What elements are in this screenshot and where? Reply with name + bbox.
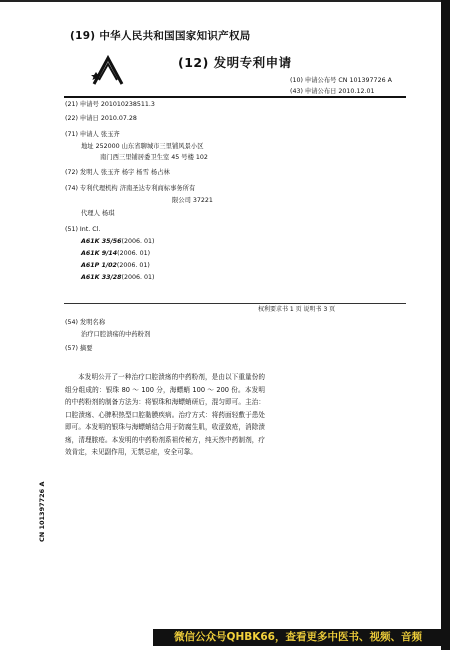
- publication-number: (10) 申请公布号 CN 101397726 A: [290, 77, 392, 84]
- ipc-version: (2006. 01): [121, 274, 155, 281]
- ipc-version: (2006. 01): [121, 238, 155, 245]
- ipc-row: [81, 261, 150, 271]
- application-date: (22) 申请日 2010.07.28: [65, 115, 137, 122]
- agent: 代理人 杨琪: [81, 210, 115, 217]
- wechat-banner: 微信公众号QHBK66，查看更多中医书、视频、音频: [153, 629, 443, 646]
- ipc-code: A61K 35/56: [81, 238, 122, 245]
- title-label: (54) 发明名称: [65, 319, 106, 326]
- inventors: (72) 发明人 张玉齐 杨宇 杨雪 杨占林: [65, 169, 170, 176]
- header-rule: [64, 96, 406, 98]
- agency-line-1: (74) 专利代理机构 济南圣达专利商标事务所有: [65, 185, 196, 192]
- ipc-version: (2006. 01): [117, 250, 151, 257]
- ipc-version: (2006. 01): [116, 262, 150, 269]
- agency-line-2: 限公司 37221: [172, 197, 213, 204]
- ipc-row: [81, 237, 155, 247]
- right-edge: [441, 0, 450, 650]
- abstract-text: [65, 371, 265, 459]
- ipc-code: A61K 33/28: [81, 274, 122, 281]
- side-publication-number: CN 101397726 A: [38, 481, 46, 542]
- int-cl-label: (51) Int. Cl.: [65, 226, 101, 233]
- ipc-code: A61K 9/14: [81, 250, 118, 257]
- applicant: (71) 申请人 张玉齐: [65, 131, 120, 138]
- abstract-label: (57) 摘要: [65, 345, 93, 352]
- ipc-row: [81, 249, 150, 259]
- authority-title: (19) 中华人民共和国国家知识产权局: [70, 30, 251, 42]
- page-counts: 权利要求书 1 页 说明书 3 页: [258, 306, 336, 313]
- address-line-2: 南门西三里铺居委卫生室 45 号楼 102: [100, 154, 208, 161]
- ipc-row: [81, 273, 155, 283]
- doc-type-title: (12) 发明专利申请: [178, 55, 292, 70]
- publication-date: (43) 申请公布日 2010.12.01: [290, 88, 375, 95]
- section-rule: [64, 303, 406, 304]
- top-edge: [0, 0, 450, 2]
- application-number: (21) 申请号 201010238511.3: [65, 101, 155, 108]
- invention-title: 治疗口腔溃疡的中药粉剂: [81, 331, 151, 338]
- sipo-logo-icon: [88, 54, 126, 92]
- ipc-code: A61P 1/02: [81, 262, 117, 269]
- address-line-1: 地址 252000 山东省聊城市三里铺风景小区: [81, 143, 204, 150]
- abstract-body: 本发明公开了一种治疗口腔溃疡的中药粉剂，是由以下重量份的组分组成的：银珠 80 ～ 100 分，海螵蛸 100 ～ 200 份。本发明的中药粉剂的制备方法为：将银珠和海螵蛸研后，混匀即可。主治：口腔溃疡、心脾积热型口腔黏膜疾病。治疗方式：将药面轻敷于患处即可。本发明的银珠与海螵蛸结合用于防腐生肌，收涩敛疮，消除溃疡，清理脓疮。本发明的中药粉剂系祖传秘方，纯天然中药制剂，疗效肯定，未见副作用，无禁忌症，安全可靠。: [65, 373, 265, 456]
